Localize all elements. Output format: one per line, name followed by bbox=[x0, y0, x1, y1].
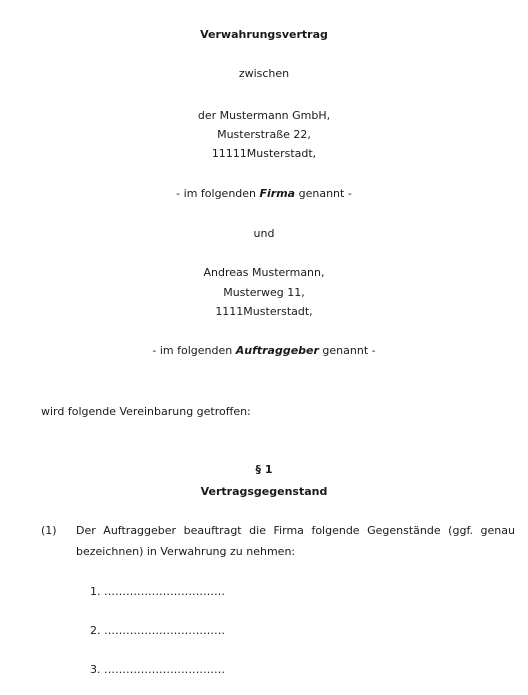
clause-number: (1) bbox=[41, 524, 57, 537]
and-label: und bbox=[253, 227, 275, 240]
party1-city: 11111Musterstadt, bbox=[211, 147, 317, 160]
alias-term: Auftraggeber bbox=[235, 344, 319, 357]
clause-text-line1: Der Auftraggeber beauftragt die Firma folgende Gegenstände (ggf. genau bbox=[76, 524, 515, 537]
party1-alias bbox=[0, 187, 528, 200]
party2-alias bbox=[0, 344, 528, 357]
party2-street: Musterweg 11, bbox=[223, 286, 305, 299]
party2-city: 1111Musterstadt, bbox=[215, 305, 313, 318]
alias-suffix: genannt - bbox=[295, 187, 352, 200]
alias-term: Firma bbox=[259, 187, 296, 200]
section-heading: Vertragsgegenstand bbox=[200, 485, 328, 498]
agreement-statement: wird folgende Vereinbarung getroffen: bbox=[41, 405, 251, 418]
alias-prefix: - im folgenden bbox=[152, 344, 236, 357]
party2-name: Andreas Mustermann, bbox=[203, 266, 325, 279]
alias-prefix: - im folgenden bbox=[176, 187, 260, 200]
list-item: 2. …………………………… bbox=[90, 624, 225, 637]
between-label: zwischen bbox=[238, 67, 290, 80]
clause-text-line2: bezeichnen) in Verwahrung zu nehmen: bbox=[76, 545, 296, 558]
list-item: 1. …………………………… bbox=[90, 585, 225, 598]
list-item: 3. …………………………… bbox=[90, 663, 225, 676]
document-title: Verwahrungsvertrag bbox=[200, 28, 328, 41]
section-number: § 1 bbox=[255, 463, 273, 476]
party1-street: Musterstraße 22, bbox=[217, 128, 311, 141]
alias-suffix: genannt - bbox=[318, 344, 376, 357]
party1-name: der Mustermann GmbH, bbox=[197, 109, 331, 122]
